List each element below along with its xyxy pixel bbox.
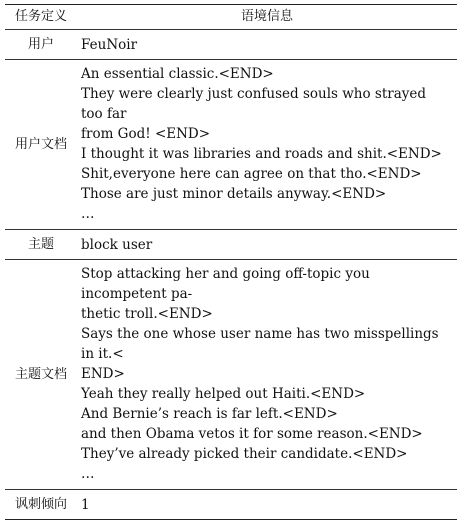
user-doc-line: from God! <END> — [81, 126, 211, 142]
topic-doc-line: END> — [81, 366, 125, 382]
user-doc-line: They were clearly just confused souls who strayed too far — [81, 86, 427, 122]
user-value: FeuNoir — [81, 36, 138, 53]
topic-doc-line: And Bernie’s reach is far left.<END> — [81, 406, 338, 422]
user-docs-label: 用户文档 — [14, 136, 67, 152]
header-task-definition: 任务定义 — [14, 9, 67, 24]
user-doc-line: Shit,everyone here can agree on that tho.<END> — [81, 166, 422, 182]
header-row — [5, 5, 457, 30]
topic-docs-row — [5, 260, 457, 490]
header-context-info: 语境信息 — [240, 9, 293, 24]
topic-docs-label: 主题文档 — [14, 366, 67, 382]
topic-doc-line: They’ve already picked their candidate.<END> — [81, 446, 408, 462]
topic-docs-content — [77, 260, 457, 490]
topic-value: block user — [81, 236, 153, 253]
user-doc-ellipsis: … — [81, 206, 96, 222]
topic-doc-line: Yeah they really helped out Haiti.<END> — [81, 386, 366, 402]
topic-label: 主题 — [27, 236, 54, 252]
topic-doc-line: Stop attacking her and going off-topic you incompetent pa- — [81, 266, 370, 302]
user-doc-line: I thought it was libraries and roads and shit.<END> — [81, 146, 442, 162]
topic-doc-line: thetic troll.<END> — [81, 306, 213, 322]
user-docs-row — [5, 60, 457, 230]
user-doc-line: Those are just minor details anyway.<END> — [81, 186, 387, 202]
sarcasm-value: 1 — [81, 496, 90, 513]
topic-doc-line: and then Obama vetos it for some reason.<END> — [81, 426, 423, 442]
sarcasm-label: 讽刺倾向 — [14, 496, 67, 512]
topic-doc-line: Says the one whose user name has two misspellings in it.< — [81, 326, 439, 362]
topic-doc-ellipsis: … — [81, 466, 96, 482]
user-docs-content — [77, 60, 457, 230]
user-row — [5, 30, 457, 60]
topic-row — [5, 230, 457, 260]
context-table — [5, 4, 457, 520]
sarcasm-row — [5, 490, 457, 520]
user-label: 用户 — [27, 36, 54, 52]
user-doc-line: An essential classic.<END> — [81, 66, 274, 82]
